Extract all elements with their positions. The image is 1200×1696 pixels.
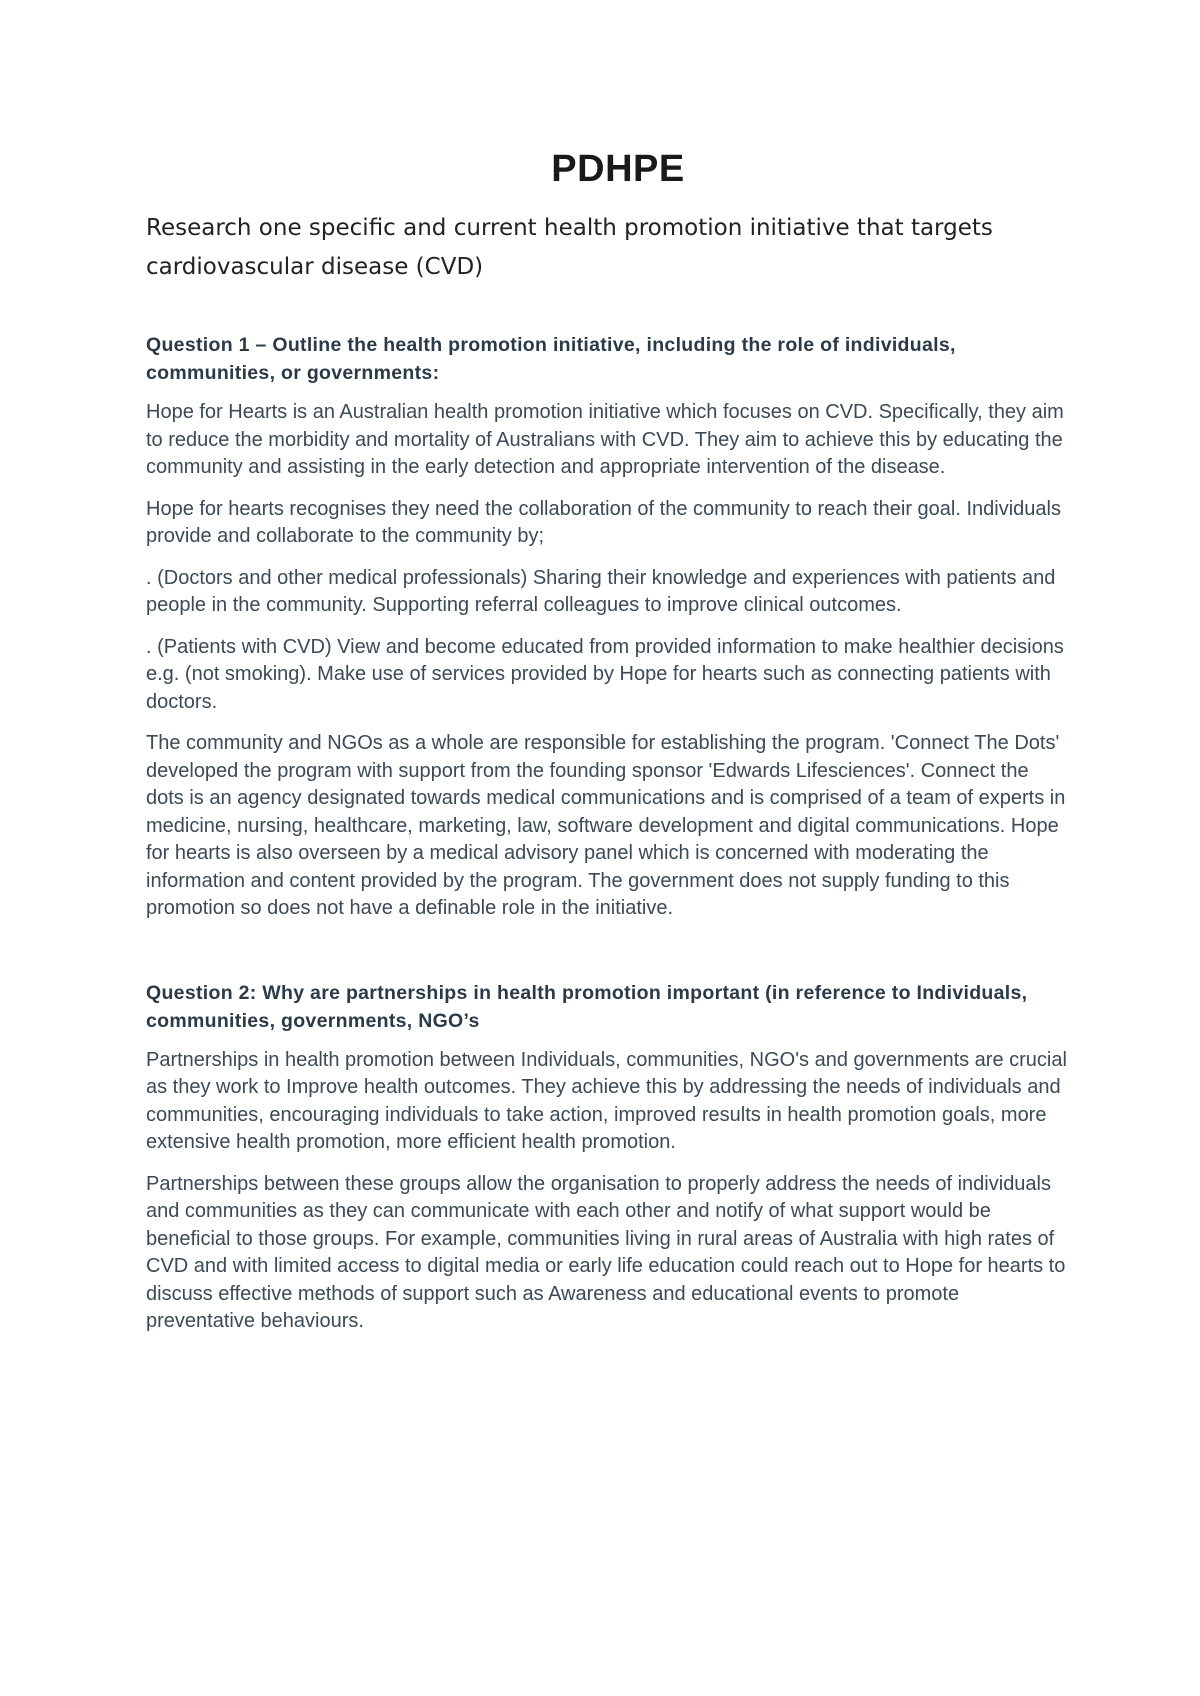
question-1-heading: Question 1 – Outline the health promotion initiative, including the role of individuals, communities, or governments: [146, 334, 956, 384]
question-2-heading: Question 2: Why are partnerships in health promotion important (in reference to Individuals, communities, governments, NGO’s [146, 981, 1028, 1032]
page-title: PDHPE [551, 148, 685, 190]
section-divider-space [146, 937, 1070, 979]
question-1-paragraph: . (Patients with CVD) View and become educated from provided information to make healthier decisions e.g. (not smoking). Make use of services provided by Hope for hearts such as connecting patients with doctors. [146, 635, 1064, 713]
document-subtitle: Research one specific and current health promotion initiative that targets cardiovascular disease (CVD) [146, 215, 993, 280]
question-2-paragraph: Partnerships between these groups allow the organisation to properly address the needs of individuals and communities as they can communicate with each other and notify of what support would be beneficial to those groups. For example, communities living in rural areas of Australia with high rates of CVD and with limited access to digital media or early life education could reach out to Hope for hearts to discuss effective methods of support such as Awareness and educational events to promote preventative behaviours. [146, 1172, 1066, 1332]
question-1-paragraph: The community and NGOs as a whole are responsible for establishing the program. 'Connect The Dots' developed the program with support from the founding sponsor 'Edwards Lifesciences'. Connect the dots is an agency designated towards medical communications and is comprised of a team of experts in medicine, nursing, healthcare, marketing, law, software development and digital communications. Hope for hearts is also overseen by a medical advisory panel which is concerned with moderating the information and content provided by the program. The government does not supply funding to this promotion so does not have a definable role in the initiative. [146, 732, 1066, 919]
question-1-paragraph: Hope for Hearts is an Australian health promotion initiative which focuses on CVD. Specifically, they aim to reduce the morbidity and mortality of Australians with CVD. They aim to achieve this by educating the community and assisting in the early detection and appropriate intervention of the disease. [146, 401, 1064, 478]
document-body [146, 148, 1070, 1350]
question-1-paragraph: . (Doctors and other medical professionals) Sharing their knowledge and experiences with patients and people in the community. Supporting referral colleagues to improve clinical outcomes. [146, 566, 1056, 616]
question-2-paragraph: Partnerships in health promotion between Individuals, communities, NGO's and governments are crucial as they work to Improve health outcomes. They achieve this by addressing the needs of individuals and communities, encouraging individuals to take action, improved results in health promotion goals, more extensive health promotion, more efficient health promotion. [146, 1048, 1067, 1153]
question-1-paragraph: Hope for hearts recognises they need the collaboration of the community to reach their goal. Individuals provide and collaborate to the community by; [146, 497, 1061, 547]
